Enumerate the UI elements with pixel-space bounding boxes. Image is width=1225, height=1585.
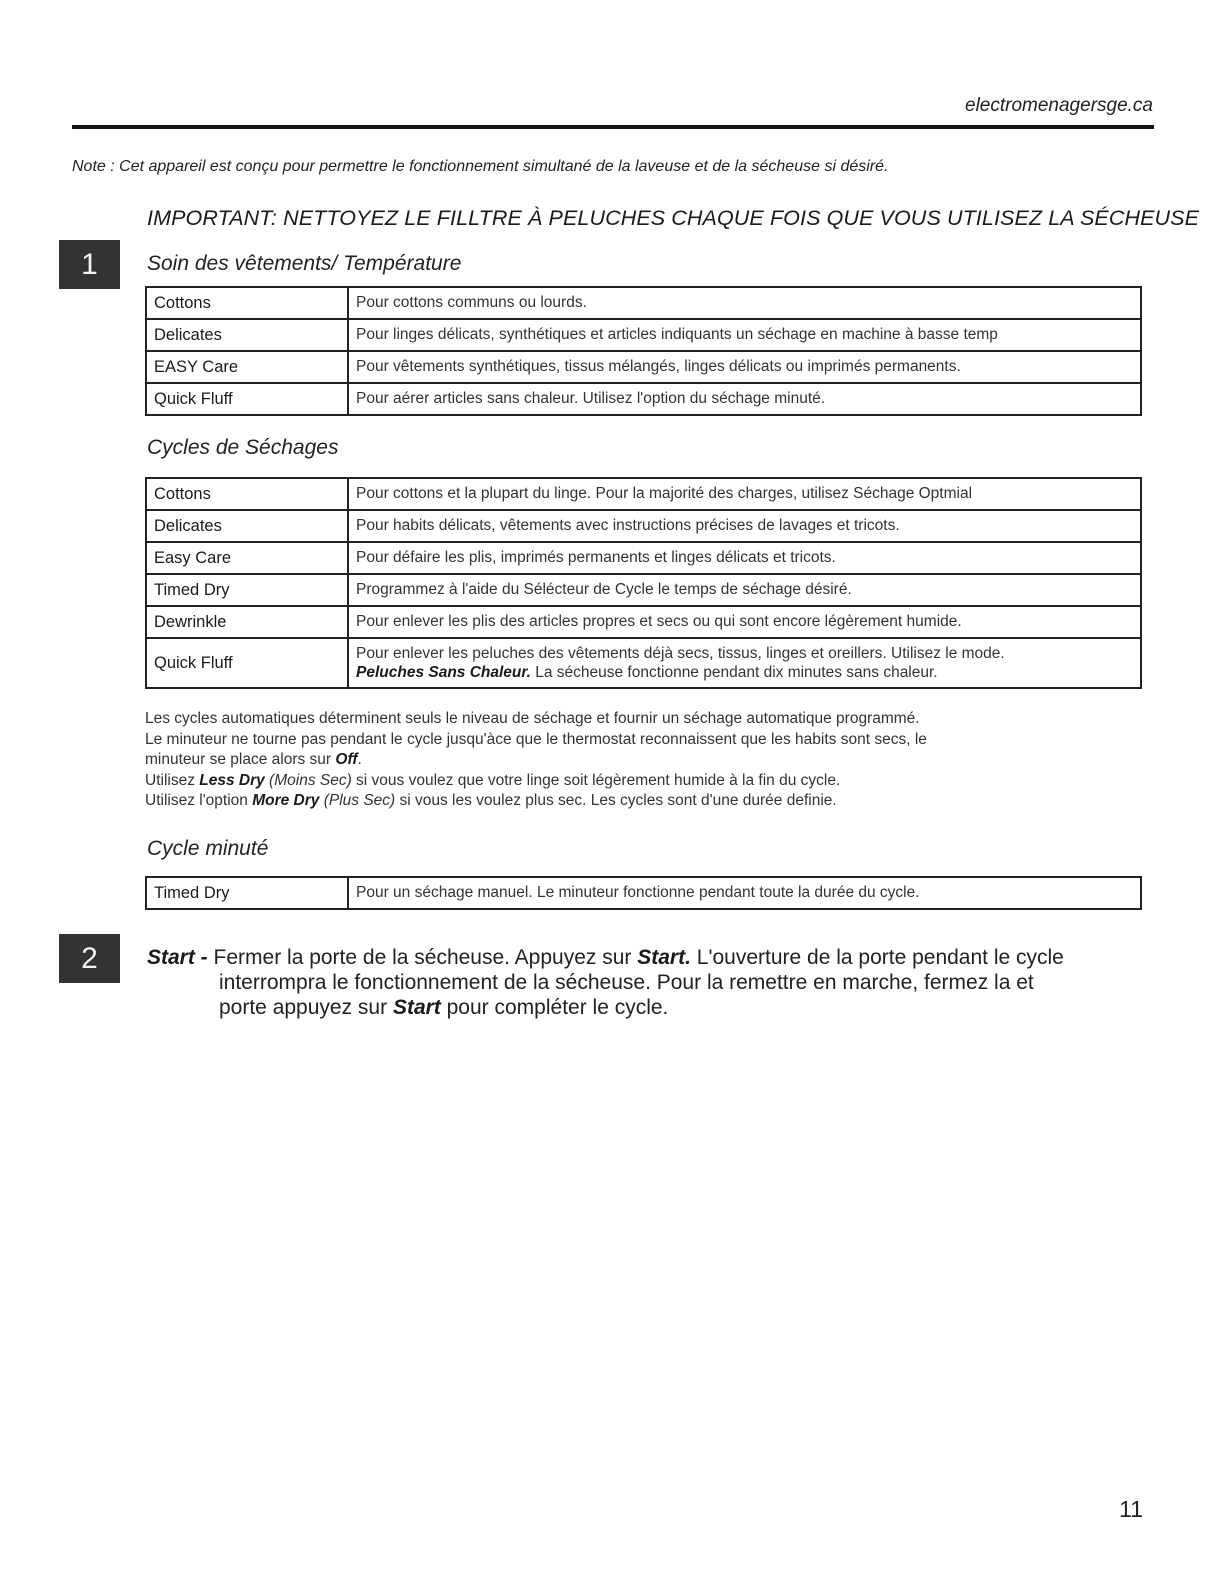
table-row [146,574,1141,606]
table-row [146,319,1141,351]
cycle-name: Dewrinkle [146,606,348,638]
cycle-name: Delicates [146,510,348,542]
cycle-description [348,638,1141,688]
step-2-badge: 2 [59,934,120,983]
off-label: Off [335,751,358,768]
start-line-1: Start - Fermer la porte de la sécheuse. Appuyez sur Start. L'ouverture de la porte pendant le cycle [147,946,1064,969]
table-row [146,606,1141,638]
peluches-mode-label: Peluches Sans Chaleur. [356,664,531,681]
quick-fluff-line-2 [356,663,1133,682]
cycle-description: Programmez à l'aide du Sélécteur de Cycle le temps de séchage désiré. [348,574,1141,606]
cycle-description: Pour linges délicats, synthétiques et articles indiquants un séchage en machine à basse temp [348,319,1141,351]
auto-line-4: Utilisez Less Dry (Moins Sec) si vous voulez que votre linge soit légèrement humide à la fin du cycle. [145,771,841,789]
cycle-name: Cottons [146,287,348,319]
temperature-table [145,286,1142,416]
cycle-description: Pour cottons communs ou lourds. [348,287,1141,319]
start-line-2: interrompra le fonctionnement de la sécheuse. Pour la remettre en marche, fermez la et [219,971,1034,994]
cycle-description: Pour vêtements synthétiques, tissus mélangés, linges délicats ou imprimés permanents. [348,351,1141,383]
cycle-name: Quick Fluff [146,638,348,688]
step-1-badge: 1 [59,240,120,289]
cycle-description: Pour cottons et la plupart du linge. Pour la majorité des charges, utilisez Séchage Optmial [348,478,1141,510]
quick-fluff-line-1: Pour enlever les peluches des vêtements déjà secs, tissus, linges et oreillers. Utilisez le mode. [356,645,1005,662]
table-row [146,287,1141,319]
cycle-description: Pour défaire les plis, imprimés permanents et linges délicats et tricots. [348,542,1141,574]
cycle-description: Pour aérer articles sans chaleur. Utilisez l'option du séchage minuté. [348,383,1141,415]
start-label: Start [392,996,441,1019]
cycle-description: Pour habits délicats, vêtements avec instructions précises de lavages et tricots. [348,510,1141,542]
table-row [146,542,1141,574]
auto-cycles-text [145,709,1145,812]
table-row [146,383,1141,415]
cycle-description: Pour enlever les plis des articles propres et secs ou qui sont encore légèrement humide. [348,606,1141,638]
table-row [146,638,1141,688]
cycle-name: Timed Dry [146,877,348,909]
cycle-name: Delicates [146,319,348,351]
less-dry-label: Less Dry [199,771,265,789]
table-row [146,510,1141,542]
cycle-name: Timed Dry [146,574,348,606]
table-row [146,877,1141,909]
cycles-table [145,477,1142,689]
note-text: Note : Cet appareil est conçu pour permettre le fonctionnement simultané de la laveuse et de la sécheuse si désiré. [72,158,889,175]
more-dry-label: More Dry [252,792,320,809]
cycles-section-title: Cycles de Séchages [147,436,339,459]
auto-line-2: Le minuteur ne tourne pas pendant le cycle jusqu'àce que le thermostat reconnaissent que les habits sont secs, le [145,730,927,748]
start-label: Start - [147,946,208,969]
header-rule [72,125,1154,129]
cycle-name: Quick Fluff [146,383,348,415]
important-heading: IMPORTANT: NETTOYEZ LE FILLTRE À PELUCHES CHAQUE FOIS QUE VOUS UTILISEZ LA SÉCHEUSE [147,206,1200,230]
timed-section-title: Cycle minuté [147,837,269,860]
cycle-name: Cottons [146,478,348,510]
cycle-name: Easy Care [146,542,348,574]
website-url: electromenagersge.ca [965,95,1153,116]
temperature-section-title: Soin des vêtements/ Température [147,252,462,275]
table-row [146,351,1141,383]
timed-table [145,876,1142,910]
start-instructions [147,945,1147,1020]
start-line-3: porte appuyez sur Start pour compléter le cycle. [219,996,669,1019]
auto-line-5: Utilisez l'option More Dry (Plus Sec) si vous les voulez plus sec. Les cycles sont d'une durée definie. [145,792,837,809]
quick-fluff-line-2-rest: La sécheuse fonctionne pendant dix minutes sans chaleur. [530,664,938,681]
start-label: Start. [637,946,691,969]
cycle-description: Pour un séchage manuel. Le minuteur fonctionne pendant toute la durée du cycle. [348,877,1141,909]
table-row [146,478,1141,510]
cycle-name: EASY Care [146,351,348,383]
page-number: 11 [1119,1496,1143,1522]
auto-line-1: Les cycles automatiques déterminent seuls le niveau de séchage et fournir un séchage automatique programmé. [145,710,920,727]
auto-line-3: minuteur se place alors sur Off. [145,751,362,768]
